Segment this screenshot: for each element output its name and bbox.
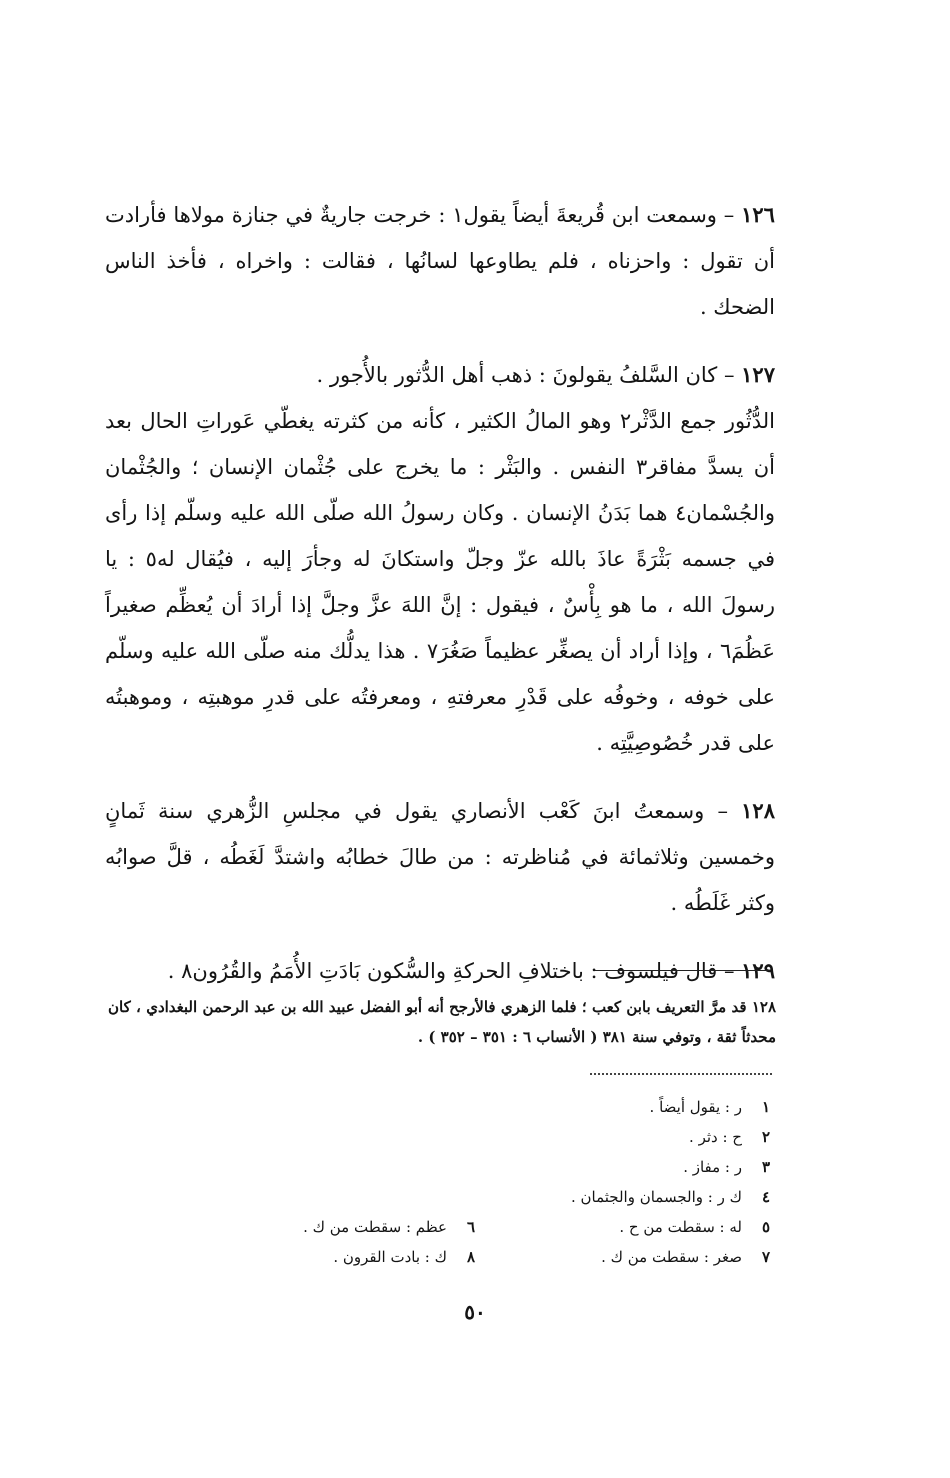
note-item (515, 1152, 770, 1182)
paragraph-text: – قال فيلسوف : باختلافِ الحركةِ والسُّكون بَادَتِ الأُمَمُ والقُرُون٨ . (167, 959, 735, 983)
note-number (447, 1122, 475, 1152)
note-text: ح : دثر . (689, 1128, 742, 1146)
paragraph-text: – وسمعتُ ابنَ كَعْب الأنصاري يقول في مجلسِ الزُّهري سنة ثَمانٍ وخمسين وثلاثمائة في مُناظرته : من طالَ خطابُه واشتدَّ لَغَطُه ، قلَّ صوابُه وكثر غَلَطُه . (105, 799, 775, 915)
note-item (220, 1152, 475, 1182)
note-number (447, 1182, 475, 1212)
note-number: ٥ (761, 1218, 770, 1236)
footnote-divider (595, 970, 770, 971)
note-number: ٦ (466, 1218, 475, 1236)
paragraph-126 (105, 192, 775, 330)
paragraph-129 (105, 948, 775, 994)
note-item (220, 1182, 475, 1212)
note-number: ٤ (761, 1188, 770, 1206)
page-number: ٥٠ (464, 1300, 486, 1324)
paragraph-text: الدُّثُور جمع الدَّثْر٢ وهو المالُ الكثير ، كأنه من كثرته يغطّي عَوراتِ الحال بعد أن يسدَّ مفاقر٣ النفس . والبَثْر : ما يخرج على جُثْمان الإنسان ؛ والجُثْمان والجُسْمان٤ هما بَدَنُ الإنسان . وكان رسولُ الله صلّى الله عليه وسلّم إذا رأى في جسمه بَثْرَةً عاذَ بالله عزّ وجلّ واستكانَ له وجأرَ إليه ، فيُقال له٥ : يا رسولَ الله ، ما هو بِأْسٌ ، فيقول : إنَّ اللهَ عزَّ وجلَّ إذا أرادَ أن يُعظِّم صغيراً عَظُمَ٦ ، وإذا أراد أن يصغِّر عظيماً صَغُرَ٧ . هذا يدلُّك منه صلّى الله عليه وسلّم على خوفه ، وخوفُه على قَدْرِ معرفتهِ ، ومعرفتُه على قدرِ موهبتِه ، وموهبتُه على قدر خُصُوصِيَّتِه . (105, 409, 775, 755)
note-item (515, 1182, 770, 1212)
note-number: ٧ (761, 1248, 770, 1266)
note-number: ١ (761, 1098, 770, 1116)
variants-divider (590, 1073, 772, 1075)
note-number (447, 1092, 475, 1122)
note-text: صغر : سقطت من ك . (601, 1248, 742, 1266)
paragraph-127-explanation (105, 398, 775, 766)
paragraph-text: – وسمعت ابن قُريعةَ أيضاً يقول١ : خرجت جاريةٌ في جنازة مولاها فأرادت أن تقول : واحزناه ، فلم يطاوعها لسانُها ، فقالت : واخراه ، فأخذ الناس الضحك . (105, 203, 775, 319)
note-text: له : سقطت من ح . (619, 1218, 742, 1236)
variant-notes (220, 1092, 770, 1272)
paragraph-text: – كان السَّلفُ يقولونَ : ذهب أهل الدُّثور بالأُجور . (316, 363, 735, 387)
paragraph-number: ١٢٦ (741, 202, 775, 227)
note-number: ٣ (761, 1158, 770, 1176)
note-number: ٢ (761, 1128, 770, 1146)
note-item (220, 1212, 475, 1242)
note-number (447, 1152, 475, 1182)
note-text: ر : يقول أيضاً . (649, 1098, 742, 1116)
paragraph-number: ١٢٩ (741, 958, 775, 983)
note-text: ك : بادت القرون . (333, 1248, 447, 1266)
note-number: ٨ (466, 1248, 475, 1266)
commentary-note (108, 992, 776, 1052)
commentary-text: قد مرَّ التعريف بابن كعب ؛ فلما الزهري فالأرجح أنه أبو الفضل عبيد الله بن عبد الرحمن البغدادي ، كان محدثاً ثقة ، وتوفي سنة ٣٨١ ( الأنساب ٦ : ٣٥١ – ٣٥٢ ) . (108, 998, 776, 1046)
note-text: عظم : سقطت من ك . (303, 1218, 447, 1236)
paragraph-number: ١٢٧ (741, 362, 775, 387)
note-item (515, 1092, 770, 1122)
paragraph-127 (105, 352, 775, 398)
main-text (105, 192, 775, 994)
commentary-number: ١٢٨ (751, 998, 776, 1016)
note-item (515, 1122, 770, 1152)
note-item (220, 1242, 475, 1272)
note-item (515, 1212, 770, 1242)
note-text: ك ر : والجسمان والجثمان . (570, 1188, 742, 1206)
paragraph-128 (105, 788, 775, 926)
note-item (515, 1242, 770, 1272)
note-item (220, 1092, 475, 1122)
note-text: ر : مفاز . (683, 1158, 742, 1176)
note-item (220, 1122, 475, 1152)
paragraph-number: ١٢٨ (741, 798, 775, 823)
